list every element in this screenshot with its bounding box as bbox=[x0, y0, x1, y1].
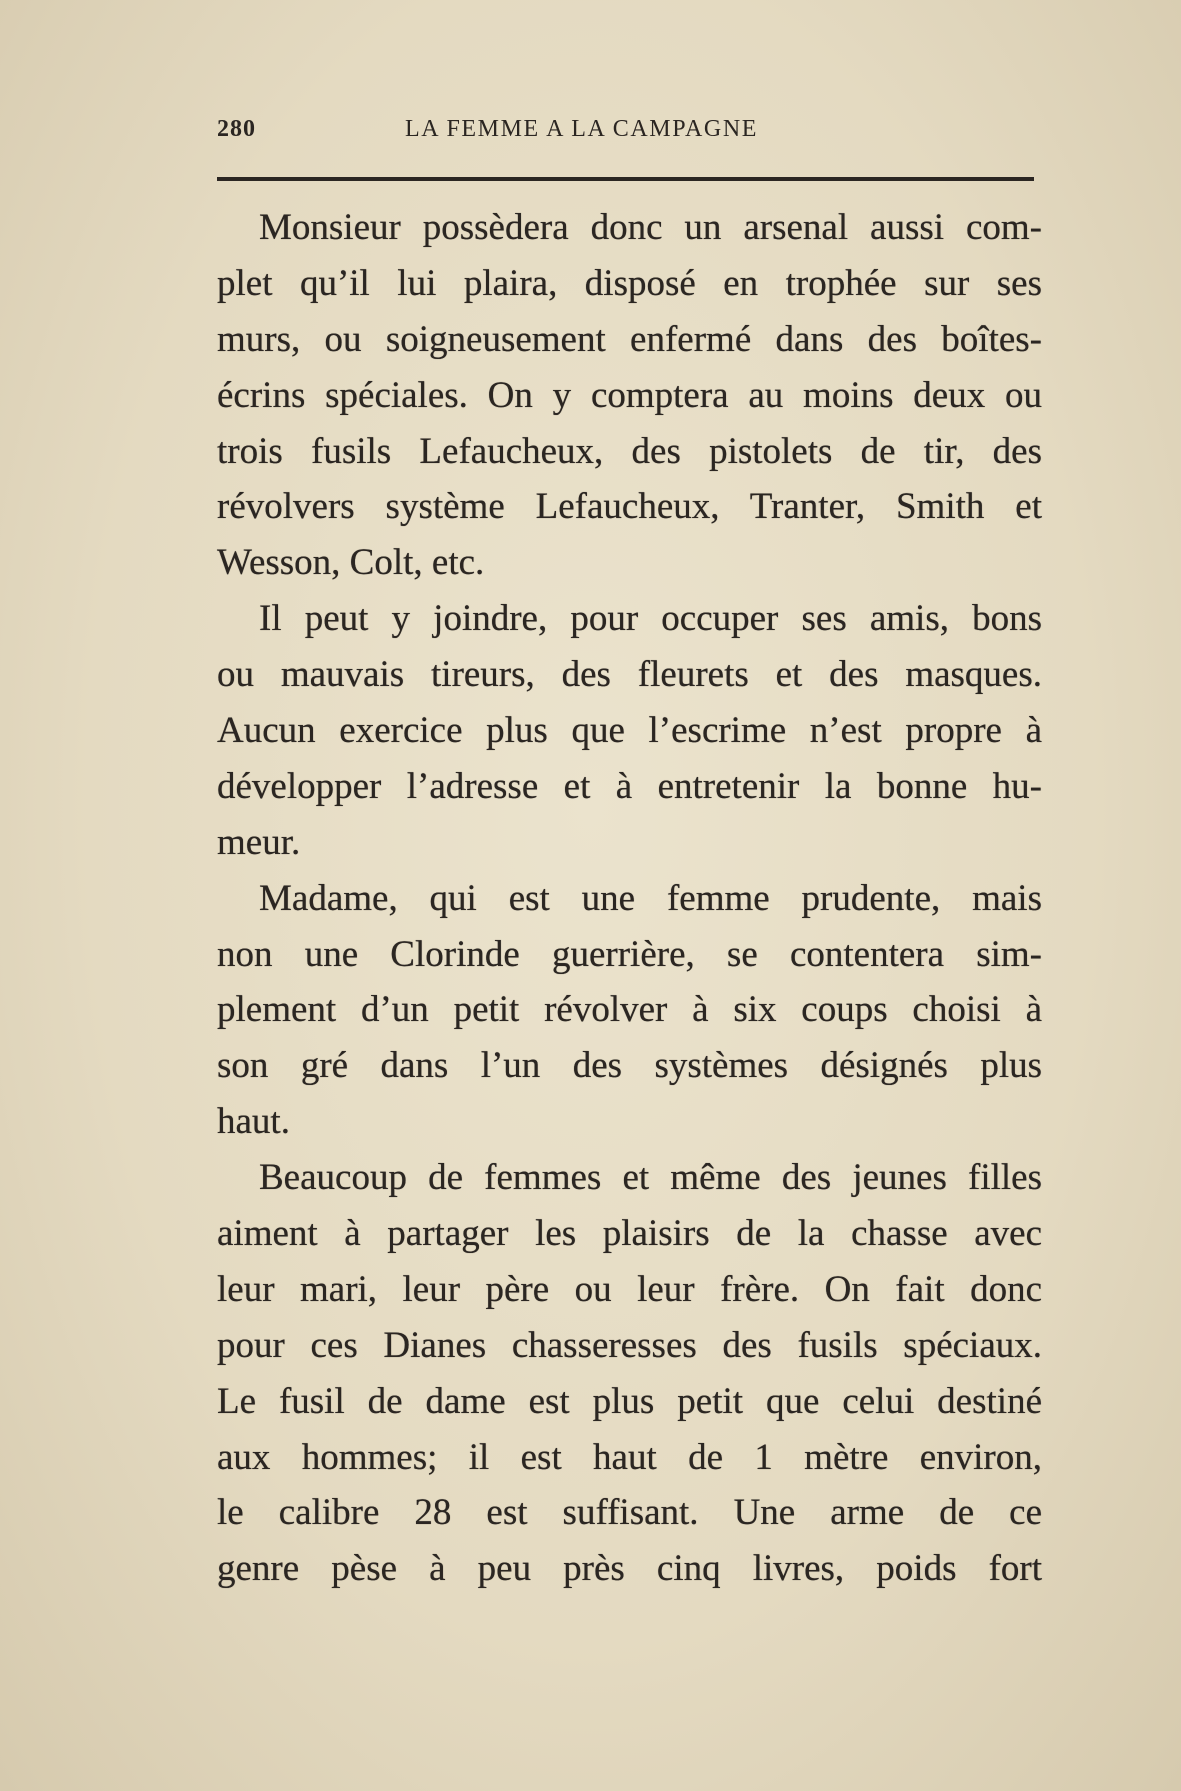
text-line: genre pèse à peu près cinq livres, poids fort bbox=[217, 1548, 1042, 1590]
text-line: écrins spéciales. On y comptera au moins deux ou bbox=[217, 374, 1042, 416]
text-line: trois fusils Lefaucheux, des pistolets de tir, des bbox=[217, 430, 1042, 472]
text-line: pour ces Dianes chasseresses des fusils spéciaux. bbox=[217, 1324, 1042, 1366]
text-line: haut. bbox=[217, 1101, 290, 1143]
text-line: Beaucoup de femmes et même des jeunes filles bbox=[259, 1157, 1042, 1199]
text-line: plement d’un petit révolver à six coups choisi à bbox=[217, 989, 1042, 1031]
page-number: 280 bbox=[217, 116, 256, 142]
text-line: Madame, qui est une femme prudente, mais bbox=[259, 877, 1042, 919]
text-line: aux hommes; il est haut de 1 mètre environ, bbox=[217, 1436, 1042, 1478]
body-text bbox=[217, 200, 1042, 1597]
header-rule bbox=[217, 177, 1034, 181]
text-line: aiment à partager les plaisirs de la chasse avec bbox=[217, 1213, 1042, 1255]
text-line: Le fusil de dame est plus petit que celui destiné bbox=[217, 1380, 1042, 1422]
text-line: leur mari, leur père ou leur frère. On fait donc bbox=[217, 1268, 1042, 1310]
text-line: plet qu’il lui plaira, disposé en trophée sur ses bbox=[217, 262, 1042, 304]
text-line: Wesson, Colt, etc. bbox=[217, 542, 485, 584]
text-line: le calibre 28 est suffisant. Une arme de ce bbox=[217, 1492, 1042, 1534]
text-line: Il peut y joindre, pour occuper ses amis, bons bbox=[259, 598, 1042, 640]
text-line: révolvers système Lefaucheux, Tranter, Smith et bbox=[217, 486, 1042, 528]
running-title: LA FEMME A LA CAMPAGNE bbox=[405, 116, 759, 142]
text-line: développer l’adresse et à entretenir la bonne hu- bbox=[217, 765, 1042, 807]
running-header bbox=[217, 116, 1034, 156]
text-line: son gré dans l’un des systèmes désignés plus bbox=[217, 1045, 1042, 1087]
text-line: meur. bbox=[217, 821, 301, 863]
text-line: ou mauvais tireurs, des fleurets et des masques. bbox=[217, 654, 1042, 696]
text-line: Aucun exercice plus que l’escrime n’est propre à bbox=[217, 710, 1042, 752]
text-line: murs, ou soigneusement enfermé dans des boîtes- bbox=[217, 318, 1042, 360]
text-line: Monsieur possèdera donc un arsenal aussi com- bbox=[259, 207, 1042, 248]
text-line: non une Clorinde guerrière, se contentera sim- bbox=[217, 933, 1042, 975]
